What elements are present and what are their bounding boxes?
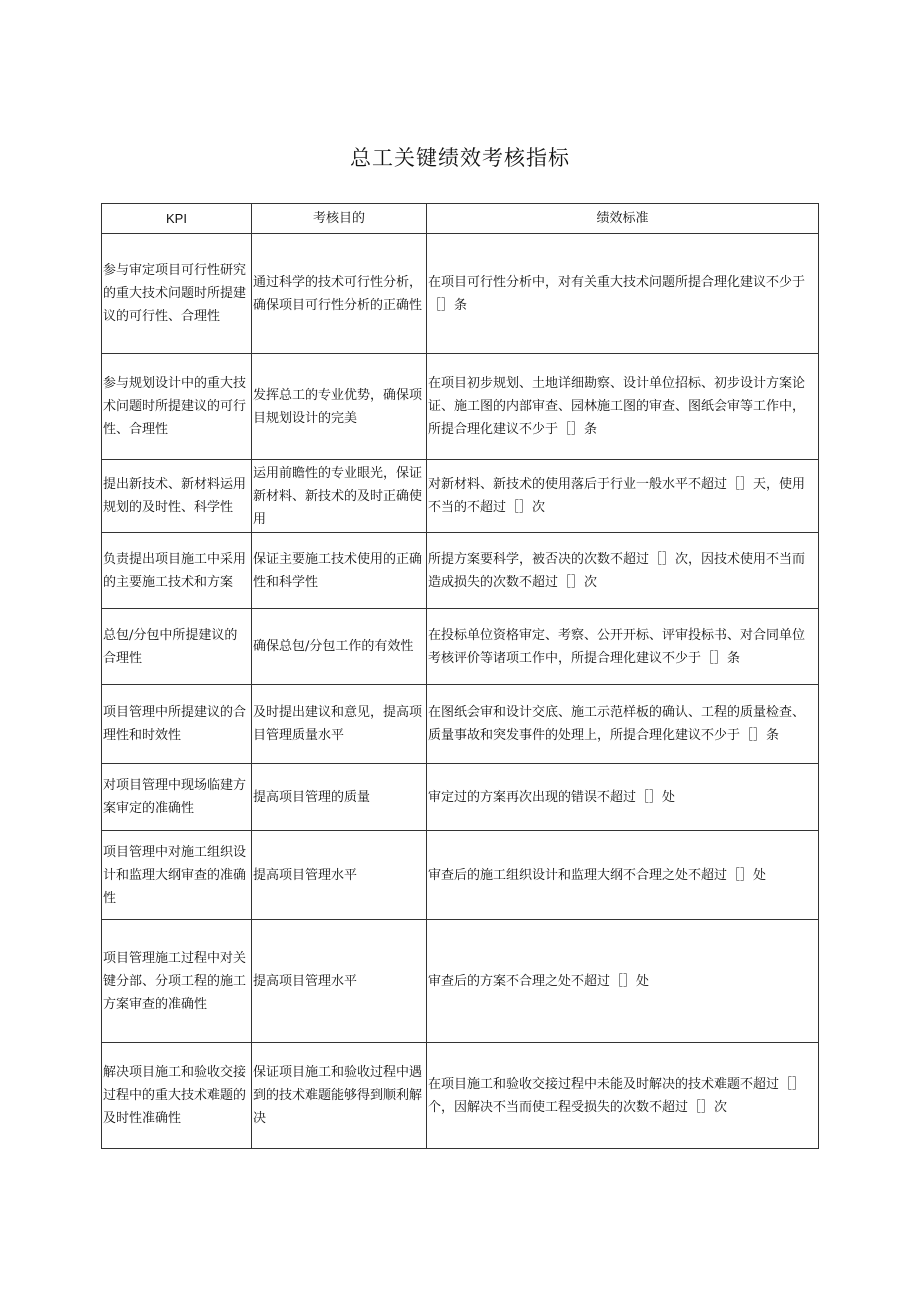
standard-cell: 在图纸会审和设计交底、施工示范样板的确认、工程的质量检查、质量事故和突发事件的处理上，所提合理化建议不少于［］条	[427, 685, 819, 764]
table-row	[102, 234, 819, 354]
purpose-cell: 提高项目管理水平	[252, 920, 427, 1043]
standard-cell: 在项目初步规划、土地详细勘察、设计单位招标、初步设计方案论证、施工图的内部审查、园林施工图的审查、图纸会审等工作中，所提合理化建议不少于［］条	[427, 354, 819, 460]
standard-cell: 所提方案要科学，被否决的次数不超过［］次，因技术使用不当而造成损失的次数不超过［］次	[427, 533, 819, 609]
purpose-cell: 通过科学的技术可行性分析，确保项目可行性分析的正确性	[252, 234, 427, 354]
purpose-cell: 提高项目管理水平	[252, 831, 427, 920]
kpi-cell: 解决项目施工和验收交接过程中的重大技术难题的及时性准确性	[102, 1043, 252, 1149]
standard-cell: 在项目可行性分析中，对有关重大技术问题所提合理化建议不少于［］条	[427, 234, 819, 354]
table-row	[102, 354, 819, 460]
kpi-cell: 参与审定项目可行性研究的重大技术问题时所提建议的可行性、合理性	[102, 234, 252, 354]
purpose-cell: 运用前瞻性的专业眼光，保证新材料、新技术的及时正确使用	[252, 460, 427, 533]
standard-cell: 审定过的方案再次出现的错误不超过［］处	[427, 764, 819, 831]
table-header-row	[102, 204, 819, 234]
purpose-cell: 保证项目施工和验收过程中遇到的技术难题能够得到顺利解决	[252, 1043, 427, 1149]
table-row	[102, 609, 819, 685]
header-purpose: 考核目的	[252, 204, 427, 234]
purpose-cell: 发挥总工的专业优势，确保项目规划设计的完美	[252, 354, 427, 460]
kpi-cell: 参与规划设计中的重大技术问题时所提建议的可行性、合理性	[102, 354, 252, 460]
kpi-cell: 项目管理施工过程中对关键分部、分项工程的施工方案审查的准确性	[102, 920, 252, 1043]
kpi-cell: 负责提出项目施工中采用的主要施工技术和方案	[102, 533, 252, 609]
table-row	[102, 831, 819, 920]
table-row	[102, 764, 819, 831]
standard-cell: 对新材料、新技术的使用落后于行业一般水平不超过［］天，使用不当的不超过［］次	[427, 460, 819, 533]
purpose-cell: 提高项目管理的质量	[252, 764, 427, 831]
table-row	[102, 533, 819, 609]
kpi-table	[101, 203, 819, 1149]
purpose-cell: 保证主要施工技术使用的正确性和科学性	[252, 533, 427, 609]
standard-cell: 审查后的施工组织设计和监理大纲不合理之处不超过［］处	[427, 831, 819, 920]
header-standard: 绩效标准	[427, 204, 819, 234]
kpi-cell: 项目管理中对施工组织设计和监理大纲审查的准确性	[102, 831, 252, 920]
table-row	[102, 1043, 819, 1149]
table-row	[102, 920, 819, 1043]
header-kpi: KPI	[102, 204, 252, 234]
standard-cell: 审查后的方案不合理之处不超过［］处	[427, 920, 819, 1043]
table-row	[102, 460, 819, 533]
purpose-cell: 确保总包/分包工作的有效性	[252, 609, 427, 685]
kpi-cell: 总包/分包中所提建议的合理性	[102, 609, 252, 685]
kpi-cell: 提出新技术、新材料运用规划的及时性、科学性	[102, 460, 252, 533]
standard-cell: 在投标单位资格审定、考察、公开开标、评审投标书、对合同单位考核评价等诸项工作中，所提合理化建议不少于［］条	[427, 609, 819, 685]
table-row	[102, 685, 819, 764]
page-title: 总工关键绩效考核指标	[350, 146, 570, 170]
kpi-cell: 项目管理中所提建议的合理性和时效性	[102, 685, 252, 764]
standard-cell: 在项目施工和验收交接过程中未能及时解决的技术难题不超过［］个，因解决不当而使工程受损失的次数不超过［］次	[427, 1043, 819, 1149]
kpi-cell: 对项目管理中现场临建方案审定的准确性	[102, 764, 252, 831]
purpose-cell: 及时提出建议和意见，提高项目管理质量水平	[252, 685, 427, 764]
